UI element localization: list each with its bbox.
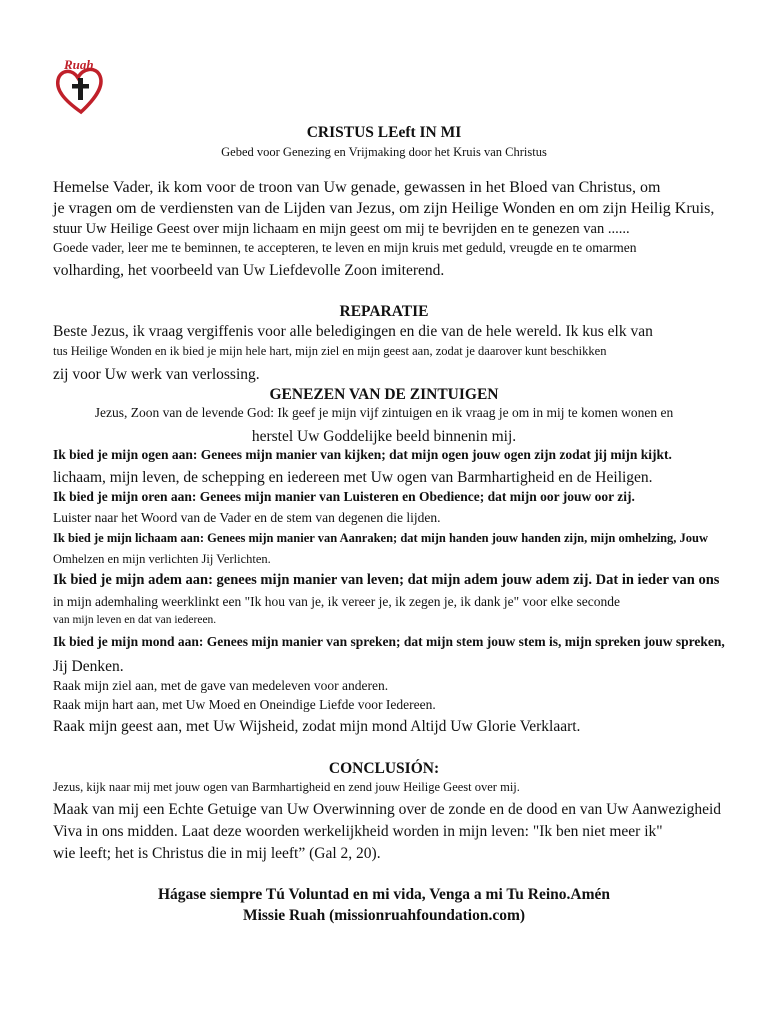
reparatie-line: Beste Jezus, ik vraag vergiffenis voor alle beledigingen en die van de hele wereld. Ik kus elk van [53, 323, 653, 340]
section-heading-conclusion: CONCLUSIÓN: [328, 760, 440, 777]
zintuigen-line: Luister naar het Woord van de Vader en de stem van degenen die lijden. [53, 510, 441, 525]
intro-line: Hemelse Vader, ik kom voor de troon van Uw genade, gewassen in het Bloed van Christus, om [53, 179, 661, 196]
zintuigen-intro-line: herstel Uw Goddelijke beeld binnenin mij. [251, 428, 517, 445]
intro-line: stuur Uw Heilige Geest over mijn lichaam en mijn geest om mij te bevrijden en te genezen van ...... [53, 221, 630, 237]
zintuigen-line: in mijn ademhaling weerklinkt een "Ik hou van je, ik vereer je, ik zegen je, ik dank je" voor elke seconde [53, 594, 620, 609]
zintuigen-line: lichaam, mijn leven, de schepping en iedereen met Uw ogen van Barmhartigheid en de Heiligen. [53, 469, 653, 486]
zintuigen-line: Ik bied je mijn lichaam aan: Genees mijn manier van Aanraken; dat mijn handen jouw handen zijn, mijn omhelzing, Jouw [53, 531, 709, 545]
section-heading-reparatie: REPARATIE [339, 303, 429, 320]
closing-line: Hágase siempre Tú Voluntad en mi vida, Venga a mi Tu Reino.Amén [157, 886, 611, 903]
page-subtitle: Gebed voor Genezing en Vrijmaking door het Kruis van Christus [221, 145, 547, 159]
conclusion-line: Jezus, kijk naar mij met jouw ogen van Barmhartigheid en zend jouw Heilige Geest over mij. [53, 780, 520, 794]
intro-line: Goede vader, leer me te beminnen, te accepteren, te leven en mijn kruis met geduld, vreugde en te omarmen [53, 240, 637, 255]
logo-word: Ruah [64, 57, 94, 72]
zintuigen-line: Ik bied je mijn ogen aan: Genees mijn manier van kijken; dat mijn ogen jouw ogen zijn zodat jij mijn kijkt. [53, 447, 672, 462]
zintuigen-line: van mijn leven en dat van iedereen. [53, 614, 217, 626]
conclusion-line: Maak van mij een Echte Getuige van Uw Overwinning over de zonde en de dood en van Uw Aanwezigheid [53, 801, 722, 818]
section-heading-zintuigen: GENEZEN VAN DE ZINTUIGEN [269, 386, 499, 403]
zintuigen-line: Ik bied je mijn oren aan: Genees mijn manier van Luisteren en Obedience; dat mijn oor jouw oor zij. [53, 489, 635, 504]
zintuigen-line: Ik bied je mijn adem aan: genees mijn manier van leven; dat mijn adem jouw adem zij. Dat in ieder van ons [53, 572, 720, 588]
zintuigen-intro-line: Jezus, Zoon van de levende God: Ik geef je mijn vijf zintuigen en ik vraag je om in mij te komen wonen en [94, 405, 674, 420]
zintuigen-line: Raak mijn hart aan, met Uw Moed en Oneindige Liefde voor Iedereen. [53, 697, 436, 712]
reparatie-line: tus Heilige Wonden en ik bied je mijn hele hart, mijn ziel en mijn geest aan, zodat je daarover kunt beschikken [53, 344, 607, 358]
intro-line: je vragen om de verdiensten van de Lijden van Jezus, om zijn Heilige Wonden en om zijn Heilig Kruis, [53, 200, 715, 217]
conclusion-line: wie leeft; het is Christus die in mij leeft” (Gal 2, 20). [53, 845, 381, 862]
zintuigen-line: Raak mijn ziel aan, met de gave van medeleven voor anderen. [53, 678, 389, 693]
zintuigen-line: Raak mijn geest aan, met Uw Wijsheid, zodat mijn mond Altijd Uw Glorie Verklaart. [53, 718, 581, 735]
page-title: CRISTUS LEeft IN MI [306, 124, 462, 141]
intro-line: volharding, het voorbeeld van Uw Liefdevolle Zoon imiterend. [53, 262, 445, 279]
reparatie-line: zij voor Uw werk van verlossing. [53, 366, 260, 383]
closing-footer-line: Missie Ruah (missionruahfoundation.com) [242, 907, 526, 924]
conclusion-line: Viva in ons midden. Laat deze woorden werkelijkheid worden in mijn leven: "Ik ben niet meer ik" [53, 823, 663, 840]
zintuigen-line: Jij Denken. [53, 658, 124, 675]
zintuigen-line: Omhelzen en mijn verlichten Jij Verlichten. [53, 552, 271, 566]
zintuigen-line: Ik bied je mijn mond aan: Genees mijn manier van spreken; dat mijn stem jouw stem is, mijn spreken jouw spreken, [53, 634, 725, 649]
